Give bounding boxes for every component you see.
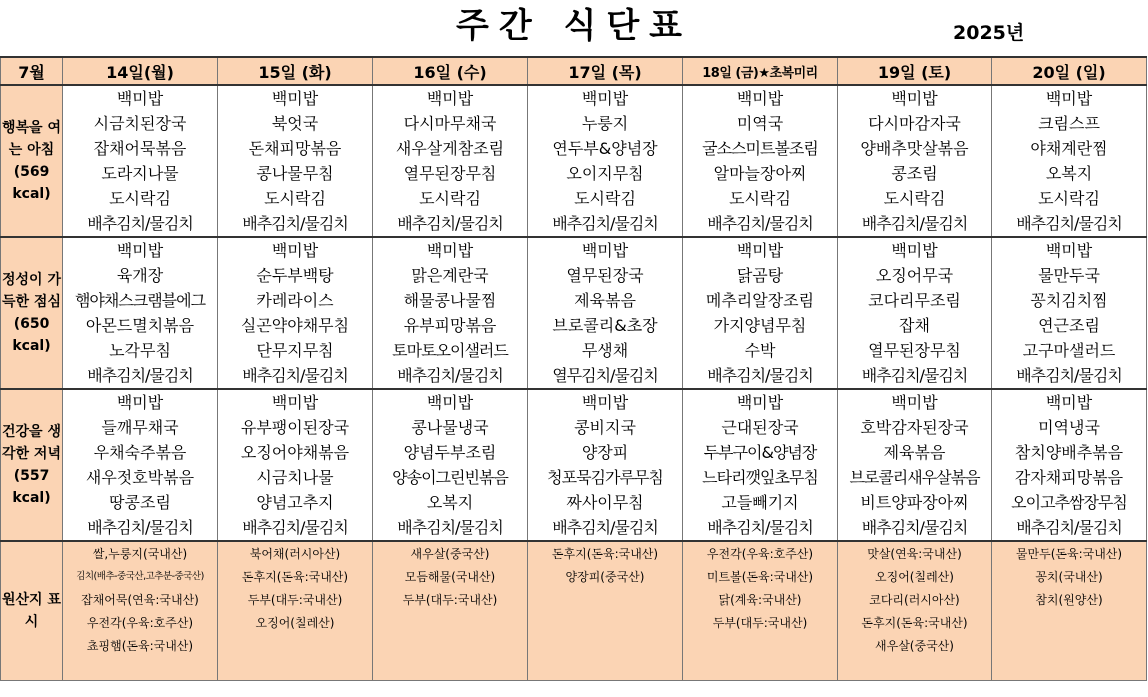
menu-item: 오이고추쌈장무침 <box>992 490 1147 515</box>
menu-item: 굴소스미트볼조림 <box>683 136 838 161</box>
origin-item <box>63 657 218 681</box>
menu-item: 실곤약야채무침 <box>218 313 373 338</box>
menu-item: 배추김치/물김치 <box>63 211 218 237</box>
origin-item: 코다리(러시아산) <box>838 588 992 611</box>
meal-label: 행복을 여는 아침 (569 kcal) <box>1 85 63 237</box>
menu-item: 비트양파장아찌 <box>838 490 992 515</box>
menu-item: 도시락김 <box>992 186 1147 211</box>
menu-item: 양념고추지 <box>218 490 373 515</box>
menu-item: 백미밥 <box>683 389 838 415</box>
menu-item: 연근조림 <box>992 313 1147 338</box>
menu-item: 고들빼기지 <box>683 490 838 515</box>
menu-item: 배추김치/물김치 <box>218 363 373 389</box>
menu-item: 잡채 <box>838 313 992 338</box>
origin-item <box>373 657 528 681</box>
menu-item: 미역냉국 <box>992 415 1147 440</box>
menu-item: 백미밥 <box>373 85 528 111</box>
origin-item: 돈후지(돈육:국내산) <box>218 565 373 588</box>
menu-item: 열무된장무침 <box>838 338 992 363</box>
menu-item: 배추김치/물김치 <box>683 363 838 389</box>
menu-item: 배추김치/물김치 <box>683 211 838 237</box>
menu-item: 백미밥 <box>218 389 373 415</box>
menu-item: 백미밥 <box>373 389 528 415</box>
menu-item: 땅콩조림 <box>63 490 218 515</box>
menu-item: 메추리알장조림 <box>683 288 838 313</box>
menu-item: 백미밥 <box>218 237 373 263</box>
menu-item: 배추김치/물김치 <box>63 515 218 541</box>
meal-row <box>1 363 1147 389</box>
meal-row <box>1 465 1147 490</box>
day-header: 16일 (수) <box>373 57 528 85</box>
origin-item: 김치(배추-중국산,고추분-중국산) <box>63 565 218 588</box>
meal-row <box>1 440 1147 465</box>
menu-item: 닭곰탕 <box>683 263 838 288</box>
day-header: 17일 (목) <box>528 57 683 85</box>
menu-item: 카레라이스 <box>218 288 373 313</box>
menu-item: 배추김치/물김치 <box>373 363 528 389</box>
menu-item: 배추김치/물김치 <box>373 211 528 237</box>
menu-item: 백미밥 <box>528 389 683 415</box>
origin-item: 오징어(칠레산) <box>838 565 992 588</box>
menu-item: 오복지 <box>373 490 528 515</box>
origin-item: 쵸핑햄(돈육:국내산) <box>63 634 218 657</box>
origin-item: 미트볼(돈육:국내산) <box>683 565 838 588</box>
menu-item: 배추김치/물김치 <box>373 515 528 541</box>
menu-item: 콩비지국 <box>528 415 683 440</box>
menu-item: 도시락김 <box>218 186 373 211</box>
menu-item: 백미밥 <box>528 85 683 111</box>
origin-item: 쌀,누룽지(국내산) <box>63 541 218 565</box>
menu-item: 콩나물무침 <box>218 161 373 186</box>
origin-item: 우전각(우육:호주산) <box>683 541 838 565</box>
origin-row <box>1 611 1147 634</box>
menu-item: 브로콜리새우살볶음 <box>838 465 992 490</box>
meal-row <box>1 490 1147 515</box>
menu-item: 제육볶음 <box>528 288 683 313</box>
menu-item: 배추김치/물김치 <box>528 211 683 237</box>
origin-item: 맛살(연육:국내산) <box>838 541 992 565</box>
menu-item: 해물콩나물찜 <box>373 288 528 313</box>
menu-item: 다시마감자국 <box>838 111 992 136</box>
meal-row <box>1 111 1147 136</box>
menu-item: 백미밥 <box>63 389 218 415</box>
menu-item: 시금치된장국 <box>63 111 218 136</box>
menu-item: 도시락김 <box>838 186 992 211</box>
menu-item: 배추김치/물김치 <box>992 363 1147 389</box>
origin-item: 돈후지(돈육:국내산) <box>528 541 683 565</box>
menu-item: 백미밥 <box>373 237 528 263</box>
meal-row <box>1 415 1147 440</box>
menu-item: 짜사이무침 <box>528 490 683 515</box>
origin-item <box>683 634 838 657</box>
menu-item: 미역국 <box>683 111 838 136</box>
origin-item <box>528 657 683 681</box>
menu-item: 배추김치/물김치 <box>992 515 1147 541</box>
menu-item: 도시락김 <box>528 186 683 211</box>
menu-item: 제육볶음 <box>838 440 992 465</box>
menu-item: 도라지나물 <box>63 161 218 186</box>
menu-item: 알마늘장아찌 <box>683 161 838 186</box>
menu-item: 배추김치/물김치 <box>528 515 683 541</box>
meal-row <box>1 136 1147 161</box>
menu-item: 배추김치/물김치 <box>838 363 992 389</box>
origin-item <box>992 657 1147 681</box>
origin-item: 두부(대두:국내산) <box>373 588 528 611</box>
menu-item: 백미밥 <box>838 85 992 111</box>
meal-row <box>1 237 1147 263</box>
meal-row <box>1 211 1147 237</box>
menu-item: 백미밥 <box>218 85 373 111</box>
origin-item <box>528 611 683 634</box>
menu-item: 열무된장무침 <box>373 161 528 186</box>
menu-item: 백미밥 <box>683 237 838 263</box>
year-label: 2025년 <box>953 22 1025 44</box>
menu-item: 오이지무침 <box>528 161 683 186</box>
origin-row <box>1 588 1147 611</box>
menu-item: 도시락김 <box>683 186 838 211</box>
menu-item: 배추김치/물김치 <box>683 515 838 541</box>
meal-row <box>1 313 1147 338</box>
origin-item <box>218 634 373 657</box>
menu-table <box>0 56 1147 681</box>
menu-item: 배추김치/물김치 <box>63 363 218 389</box>
menu-item: 새우젓호박볶음 <box>63 465 218 490</box>
menu-item: 토마토오이샐러드 <box>373 338 528 363</box>
menu-item: 연두부&양념장 <box>528 136 683 161</box>
menu-item: 백미밥 <box>838 237 992 263</box>
origin-item: 두부(대두:국내산) <box>683 611 838 634</box>
menu-item: 열무김치/물김치 <box>528 363 683 389</box>
menu-item: 도시락김 <box>63 186 218 211</box>
meal-label: 건강을 생각한 저녁 (557 kcal) <box>1 389 63 541</box>
origin-item <box>992 634 1147 657</box>
menu-item: 누룽지 <box>528 111 683 136</box>
menu-item: 청포묵김가루무침 <box>528 465 683 490</box>
origin-label: 원산지 표시 <box>1 541 63 681</box>
page-title: 주간 식단표 <box>455 6 693 46</box>
origin-item: 두부(대두:국내산) <box>218 588 373 611</box>
origin-item <box>373 634 528 657</box>
menu-item: 육개장 <box>63 263 218 288</box>
origin-item: 물만두(돈육:국내산) <box>992 541 1147 565</box>
menu-item: 무생채 <box>528 338 683 363</box>
menu-item: 노각무침 <box>63 338 218 363</box>
menu-item: 순두부백탕 <box>218 263 373 288</box>
day-header: 19일 (토) <box>838 57 992 85</box>
menu-item: 콩나물냉국 <box>373 415 528 440</box>
menu-item: 백미밥 <box>63 237 218 263</box>
origin-item: 닭(계육:국내산) <box>683 588 838 611</box>
menu-item: 백미밥 <box>992 389 1147 415</box>
origin-item: 잡채어묵(연육:국내산) <box>63 588 218 611</box>
menu-item: 백미밥 <box>838 389 992 415</box>
menu-item: 느타리깻잎초무침 <box>683 465 838 490</box>
menu-item: 호박감자된장국 <box>838 415 992 440</box>
menu-item: 양장피 <box>528 440 683 465</box>
menu-item: 감자채피망볶음 <box>992 465 1147 490</box>
menu-item: 양송이그린빈볶음 <box>373 465 528 490</box>
menu-item: 잡채어묵볶음 <box>63 136 218 161</box>
menu-table-body <box>1 57 1147 681</box>
menu-item: 백미밥 <box>683 85 838 111</box>
origin-row <box>1 541 1147 565</box>
origin-item: 새우살(중국산) <box>838 634 992 657</box>
menu-item: 다시마무채국 <box>373 111 528 136</box>
menu-item: 우채숙주볶음 <box>63 440 218 465</box>
meal-row <box>1 263 1147 288</box>
menu-item: 새우살게참조림 <box>373 136 528 161</box>
menu-item: 아몬드멸치볶음 <box>63 313 218 338</box>
menu-item: 오징어야채볶음 <box>218 440 373 465</box>
day-header: 18일 (금)★초복미리 <box>683 57 838 85</box>
origin-item <box>373 611 528 634</box>
menu-item: 북엇국 <box>218 111 373 136</box>
meal-row <box>1 85 1147 111</box>
menu-item: 단무지무침 <box>218 338 373 363</box>
menu-item: 유부피망볶음 <box>373 313 528 338</box>
meal-row <box>1 288 1147 313</box>
menu-item: 배추김치/물김치 <box>838 515 992 541</box>
origin-item <box>838 657 992 681</box>
menu-item: 크림스프 <box>992 111 1147 136</box>
menu-item: 들깨무채국 <box>63 415 218 440</box>
menu-item: 시금치나물 <box>218 465 373 490</box>
origin-row <box>1 565 1147 588</box>
day-header: 20일 (일) <box>992 57 1147 85</box>
menu-item: 맑은계란국 <box>373 263 528 288</box>
origin-row <box>1 634 1147 657</box>
menu-item: 두부구이&양념장 <box>683 440 838 465</box>
origin-item: 북어채(러시아산) <box>218 541 373 565</box>
origin-item: 새우살(중국산) <box>373 541 528 565</box>
meal-row <box>1 338 1147 363</box>
meal-label: 정성이 가득한 점심 (650 kcal) <box>1 237 63 389</box>
menu-item: 가지양념무침 <box>683 313 838 338</box>
origin-item: 양장피(중국산) <box>528 565 683 588</box>
meal-row <box>1 515 1147 541</box>
origin-item <box>528 588 683 611</box>
menu-item: 배추김치/물김치 <box>838 211 992 237</box>
origin-row <box>1 657 1147 681</box>
meal-row <box>1 161 1147 186</box>
menu-item: 꽁치김치찜 <box>992 288 1147 313</box>
menu-item: 양념두부조림 <box>373 440 528 465</box>
origin-item <box>218 657 373 681</box>
menu-item: 야채계란찜 <box>992 136 1147 161</box>
menu-item: 물만두국 <box>992 263 1147 288</box>
origin-item: 우전각(우육:호주산) <box>63 611 218 634</box>
menu-item: 백미밥 <box>63 85 218 111</box>
menu-item: 고구마샐러드 <box>992 338 1147 363</box>
menu-item: 햄야채스크램블에그 <box>63 288 218 313</box>
origin-item: 꽁치(국내산) <box>992 565 1147 588</box>
menu-item: 오복지 <box>992 161 1147 186</box>
day-header: 15일 (화) <box>218 57 373 85</box>
menu-item: 백미밥 <box>992 85 1147 111</box>
menu-item: 양배추맛살볶음 <box>838 136 992 161</box>
menu-item: 배추김치/물김치 <box>218 211 373 237</box>
menu-item: 배추김치/물김치 <box>992 211 1147 237</box>
menu-item: 콩조림 <box>838 161 992 186</box>
meal-row <box>1 186 1147 211</box>
origin-item <box>528 634 683 657</box>
origin-item: 돈후지(돈육:국내산) <box>838 611 992 634</box>
menu-item: 오징어무국 <box>838 263 992 288</box>
menu-item: 코다리무조림 <box>838 288 992 313</box>
menu-item: 수박 <box>683 338 838 363</box>
header-row <box>1 57 1147 85</box>
menu-item: 근대된장국 <box>683 415 838 440</box>
origin-item <box>992 611 1147 634</box>
origin-item <box>683 657 838 681</box>
menu-item: 열무된장국 <box>528 263 683 288</box>
day-header: 14일(월) <box>63 57 218 85</box>
menu-item: 돈채피망볶음 <box>218 136 373 161</box>
menu-item: 백미밥 <box>992 237 1147 263</box>
origin-item: 모듬해물(국내산) <box>373 565 528 588</box>
menu-item: 백미밥 <box>528 237 683 263</box>
menu-item: 참치양배추볶음 <box>992 440 1147 465</box>
menu-item: 유부팽이된장국 <box>218 415 373 440</box>
menu-item: 브로콜리&초장 <box>528 313 683 338</box>
meal-row <box>1 389 1147 415</box>
month-cell: 7월 <box>1 57 63 85</box>
origin-item: 오징어(칠레산) <box>218 611 373 634</box>
menu-item: 도시락김 <box>373 186 528 211</box>
menu-item: 배추김치/물김치 <box>218 515 373 541</box>
origin-item: 참치(원양산) <box>992 588 1147 611</box>
